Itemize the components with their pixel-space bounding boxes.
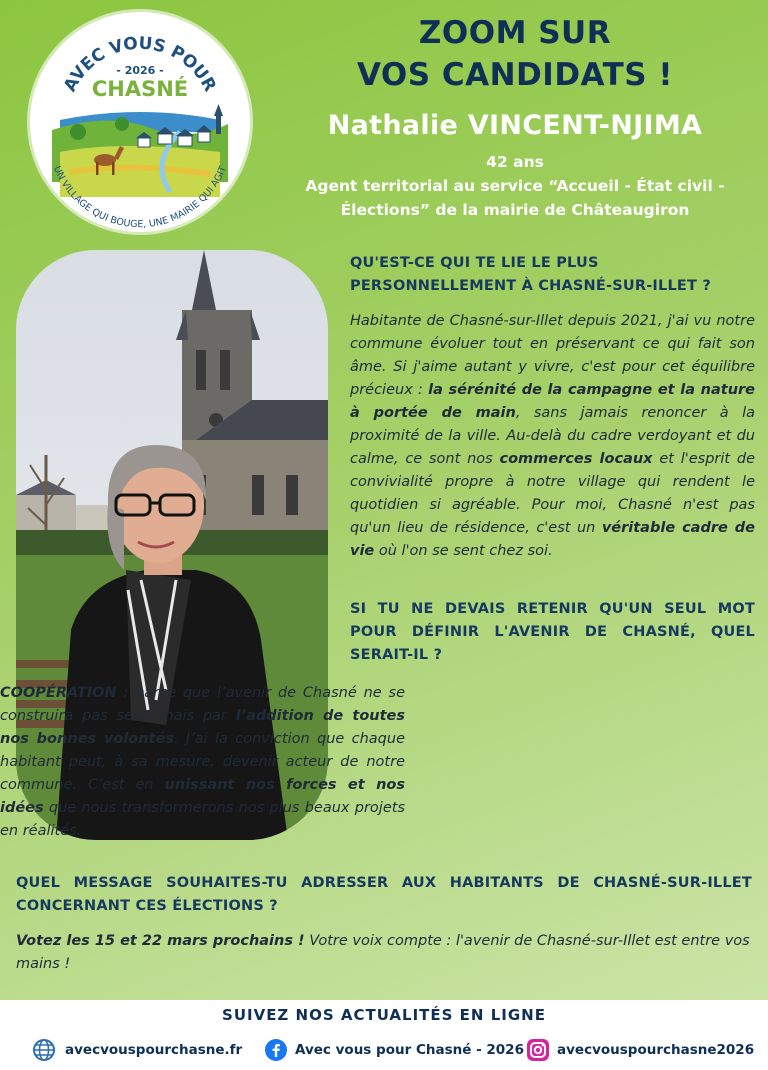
footer: [0, 1000, 768, 1070]
answer-1-bold-3: véritable cadre de vie: [350, 520, 755, 559]
instagram-icon: [526, 1038, 550, 1062]
website-link[interactable]: [30, 1038, 242, 1062]
question-3: QUEL MESSAGE SOUHAITES-TU ADRESSER AUX HABITANTS DE CHASNÉ-SUR-ILLET CONCERNANT CES ÉLECTIONS ?: [16, 875, 752, 914]
candidate-name: Nathalie VINCENT-NJIMA: [327, 110, 703, 141]
answer-2-text-2: . J’ai la conviction que chaque habitant peut, à sa mesure, devenir acteur de notre commune. C’est en: [0, 731, 405, 793]
instagram-link[interactable]: [526, 1038, 754, 1062]
globe-icon: [30, 1038, 58, 1062]
answer-3: [16, 930, 752, 976]
facebook-icon: [264, 1038, 288, 1062]
candidate-role-line-1: Agent territorial au service “Accueil - État civil -: [305, 177, 725, 195]
instagram-label: avecvouspourchasne2026: [557, 1042, 755, 1058]
candidate-age: 42 ans: [486, 153, 544, 171]
answer-2-bold-2: l’addition de toutes nos bonnes volontés: [0, 708, 405, 747]
logo-year: - 2026 -: [116, 64, 164, 77]
answer-2: [0, 682, 405, 843]
logo-slogan: UN VILLAGE QUI BOUGE, UNE MAIRIE QUI AGIT: [51, 164, 229, 231]
answer-1-text-1: Habitante de Chasné-sur-Illet depuis 2021, j'ai vu notre commune évoluer tout en préservant ce qui fait son âme. Si j'aime autant y vivre, c'est pour cet équilibre précieux :: [350, 313, 755, 398]
candidate-info: [270, 150, 760, 222]
answer-2-bold-3: unissant nos forces et nos idées: [0, 777, 405, 816]
logo-illustration: [30, 12, 250, 232]
logo-steeple: [216, 116, 221, 134]
answer-2-text-3: que nous transformerons nos plus beaux projets en réalités.: [0, 800, 405, 839]
answer-3-bold-1: Votez les 15 et 22 mars prochains !: [16, 933, 305, 949]
title-line-1: ZOOM SUR: [418, 15, 612, 51]
title-line-2: VOS CANDIDATS !: [356, 57, 674, 93]
answer-1-bold-2: commerces locaux: [499, 451, 653, 467]
facebook-label: Avec vous pour Chasné - 2026: [295, 1042, 524, 1058]
logo-top-text: AVEC VOUS POUR: [60, 33, 220, 96]
answer-1-text-4: où l'on se sent chez soi.: [374, 543, 553, 559]
campaign-logo: [30, 12, 250, 232]
question-1: QU'EST-CE QUI TE LIE LE PLUS PERSONNELLEMENT À CHASNÉ-SUR-ILLET ?: [350, 255, 711, 294]
candidate-role-line-2: Élections” de la mairie de Châteaugiron: [340, 201, 690, 219]
footer-title: SUIVEZ NOS ACTUALITÉS EN LIGNE: [222, 1006, 546, 1024]
website-label: avecvouspourchasne.fr: [65, 1042, 243, 1058]
answer-1-text-2: , sans jamais renoncer à la proximité de la ville. Au-delà du cadre verdoyant et du calme, ce sont nos: [350, 405, 756, 467]
answer-2-text-1: : parce que l’avenir de Chasné ne se construira pas seul, mais par: [0, 685, 405, 724]
facebook-link[interactable]: [264, 1038, 524, 1062]
answer-1-text-3: et l'esprit de convivialité propre à notre village qui rendent le quotidien si agréable. Pour moi, Chasné n'est pas qu'un lieu de résidence, c'est un: [350, 451, 755, 536]
answer-1: [350, 310, 755, 563]
answer-1-bold-1: la sérénité de la campagne et la nature à portée de main: [350, 382, 755, 421]
question-2: SI TU NE DEVAIS RETENIR QU'UN SEUL MOT POUR DÉFINIR L'AVENIR DE CHASNÉ, QUEL SERAIT-IL ?: [350, 601, 755, 663]
logo-town: CHASNÉ: [91, 77, 189, 101]
answer-3-text-1: Votre voix compte : l'avenir de Chasné-sur-Illet est entre vos mains !: [16, 933, 750, 972]
answer-2-bold-1: COOPÉRATION: [0, 685, 117, 701]
page-title: [270, 12, 760, 96]
